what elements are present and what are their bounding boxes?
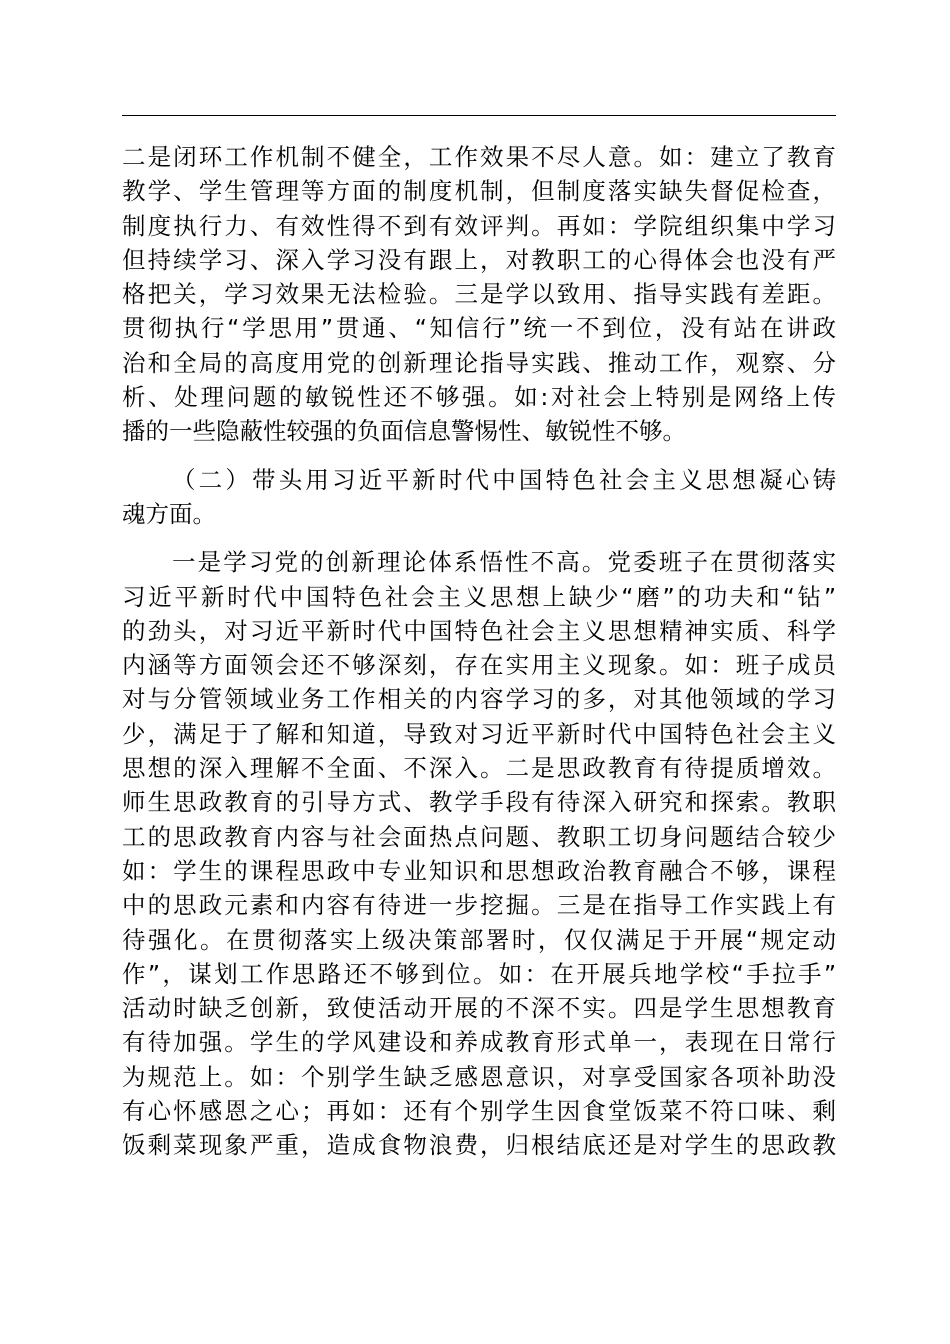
heading-line: 魂方面。: [122, 499, 216, 528]
text-line: 贯彻执行“学思用”贯通、“知信行”统一不到位，没有站在讲政: [122, 314, 836, 343]
paragraph-gap: [122, 449, 836, 463]
text-line: 制度执行力、有效性得不到有效评判。再如：学院组织集中学习: [122, 211, 836, 240]
header-rule: [122, 115, 836, 116]
document-body: [122, 140, 836, 1163]
text-line: 二是闭环工作机制不健全，工作效果不尽人意。如：建立了教育: [122, 143, 836, 171]
text-line: 的劲头，对习近平新时代中国特色社会主义思想精神实质、科学: [122, 616, 836, 645]
text-line: 教学、学生管理等方面的制度机制，但制度落实缺失督促检查，: [122, 177, 836, 206]
text-line: 师生思政教育的引导方式、教学手段有待深入研究和探索。教职: [122, 788, 836, 817]
heading-line: （二）带头用习近平新时代中国特色社会主义思想凝心铸: [172, 465, 836, 494]
paragraph-theory-study: [122, 545, 836, 1162]
text-line: 如：学生的课程思政中专业知识和思想政治教育融合不够，课程: [122, 856, 836, 885]
paragraph-gap: [122, 531, 836, 545]
section-heading-2: [122, 463, 836, 532]
text-line: 思想的深入理解不全面、不深入。二是思政教育有待提质增效。: [122, 754, 836, 783]
text-line: 析、处理问题的敏锐性还不够强。如:对社会上特别是网络上传: [122, 383, 836, 412]
text-line: 为规范上。如：个别学生缺乏感恩意识，对享受国家各项补助没: [122, 1062, 836, 1091]
text-line: 作”，谋划工作思路还不够到位。如：在开展兵地学校“手拉手”: [122, 959, 836, 988]
text-line: 待强化。在贯彻落实上级决策部署时，仅仅满足于开展“规定动: [122, 925, 836, 954]
text-line: 格把关，学习效果无法检验。三是学以致用、指导实践有差距。: [122, 280, 836, 309]
text-line: 有心怀感恩之心；再如：还有个别学生因食堂饭菜不符口味、剩: [122, 1097, 836, 1126]
text-line: 中的思政元素和内容有待进一步挖掘。三是在指导工作实践上有: [122, 891, 836, 920]
text-line: 有待加强。学生的学风建设和养成教育形式单一，表现在日常行: [122, 1028, 836, 1057]
text-line: 治和全局的高度用党的创新理论指导实践、推动工作，观察、分: [122, 348, 836, 377]
text-line: 内涵等方面领会还不够深刻，存在实用主义现象。如：班子成员: [122, 651, 836, 680]
text-line: 饭剩菜现象严重，造成食物浪费，归根结底还是对学生的思政教: [122, 1131, 836, 1160]
text-line: 少，满足于了解和知道，导致对习近平新时代中国特色社会主义: [122, 719, 836, 748]
text-line: 对与分管领域业务工作相关的内容学习的多，对其他领域的学习: [122, 685, 836, 714]
text-line: 一是学习党的创新理论体系悟性不高。党委班子在贯彻落实: [172, 548, 836, 577]
text-line: 但持续学习、深入学习没有跟上，对教职工的心得体会也没有严: [122, 245, 836, 274]
paragraph-closed-loop-mechanism: [122, 140, 836, 449]
text-line: 活动时缺乏创新，致使活动开展的不深不实。四是学生思想教育: [122, 994, 836, 1023]
text-line: 播的一些隐蔽性较强的负面信息警惕性、敏锐性不够。: [122, 417, 686, 446]
text-line: 习近平新时代中国特色社会主义思想上缺少“磨”的功夫和“钻”: [122, 582, 836, 611]
text-line: 工的思政教育内容与社会面热点问题、教职工切身问题结合较少: [122, 822, 836, 851]
